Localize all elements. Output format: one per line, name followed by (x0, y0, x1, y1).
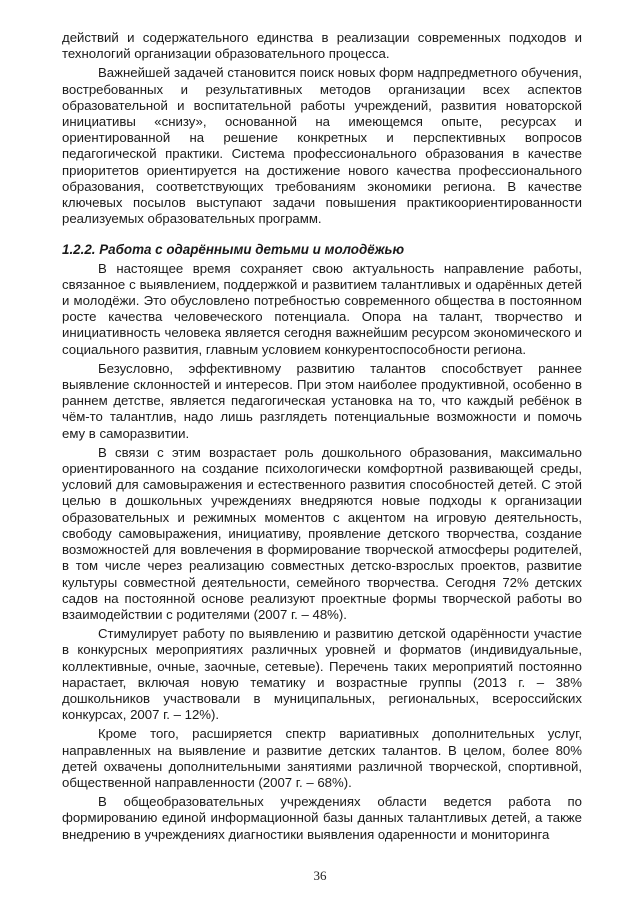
paragraph: В связи с этим возрастает роль дошкольного образования, максимально ориентированного на создание психологически комфортной развивающей среды, условий для самовыражения и естественного развития способностей детей. С этой целью в дошкольных учреждениях внедряются новые подходы к организации образовательных и режимных моментов с акцентом на игровую деятельность, свободу самовыражения, инициативу, проявление детского творчества, создание возможностей для вовлечения в формирование творческой атмосферы родителей, в том числе через реализацию совместных детско-взрослых проектов, развитие культуры совместной деятельности, семейного творчества. Сегодня 72% детских садов на постоянной основе реализуют проектные формы творческой работы во взаимодействии с родителями (2007 г. – 48%). (62, 444, 582, 622)
paragraph: действий и содержательного единства в реализации современных подходов и технологий организации образовательного процесса. (62, 30, 582, 62)
paragraph: Стимулирует работу по выявлению и развитию детской одарённости участие в конкурсных мероприятиях различных уровней и форматов (индивидуальные, коллективные, очные, заочные, сетевые). Перечень таких мероприятий постоянно нарастает, включая новую тематику и возрастные группы (2013 г. – 38% дошкольников участвовали в муниципальных, региональных, всероссийских конкурсах, 2007 г. – 12%). (62, 626, 582, 723)
paragraph: Кроме того, расширяется спектр вариативных дополнительных услуг, направленных на выявление и развитие детских талантов. В целом, более 80% детей охвачены дополнительными занятиями различной творческой, спортивной, общественной направленности (2007 г. – 68%). (62, 726, 582, 790)
section-body (62, 261, 582, 843)
paragraph: В настоящее время сохраняет свою актуальность направление работы, связанное с выявлением, поддержкой и развитием талантливых и одарённых детей и молодёжи. Это обусловлено потребностью современного общества в постоянном росте качества человеческого потенциала. Опора на талант, творчество и инициативность человека является сегодня важнейшим ресурсом экономического и социального развития, главным условием конкурентоспособности региона. (62, 260, 582, 357)
page-content (62, 30, 582, 846)
section-heading: 1.2.2. Работа с одарёнными детьми и молодёжью (62, 242, 405, 258)
paragraph: Безусловно, эффективному развитию талантов способствует раннее выявление склонностей и интересов. При этом наиболее продуктивной, особенно в раннем детстве, является педагогическая установка на то, что каждый ребёнок в чём-то талантлив, надо лишь разглядеть потенциальные возможности и помочь ему в саморазвитии. (62, 360, 582, 441)
paragraph: Важнейшей задачей становится поиск новых форм надпредметного обучения, востребованных и результативных методов организации всех аспектов образовательной и воспитательной работы учреждений, развития новаторской инициативы «снизу», основанной на имеющемся опыте, ресурсах и ориентированной на решение конкретных и перспективных вопросов педагогической практики. Система профессионального образования в качестве приоритетов ориентируется на достижение нового качества профессионального образования, соответствующих требованиям экономики региона. В качестве ключевых посылов выступают задачи повышения практикоориентированности реализуемых образовательных программ. (62, 65, 582, 227)
page-number: 36 (313, 868, 327, 883)
paragraph: В общеобразовательных учреждениях области ведется работа по формированию единой информационной базы данных талантливых детей, а также внедрению в учреждениях диагностики выявления одаренности и мониторинга (62, 794, 582, 842)
intro-text (62, 30, 582, 227)
